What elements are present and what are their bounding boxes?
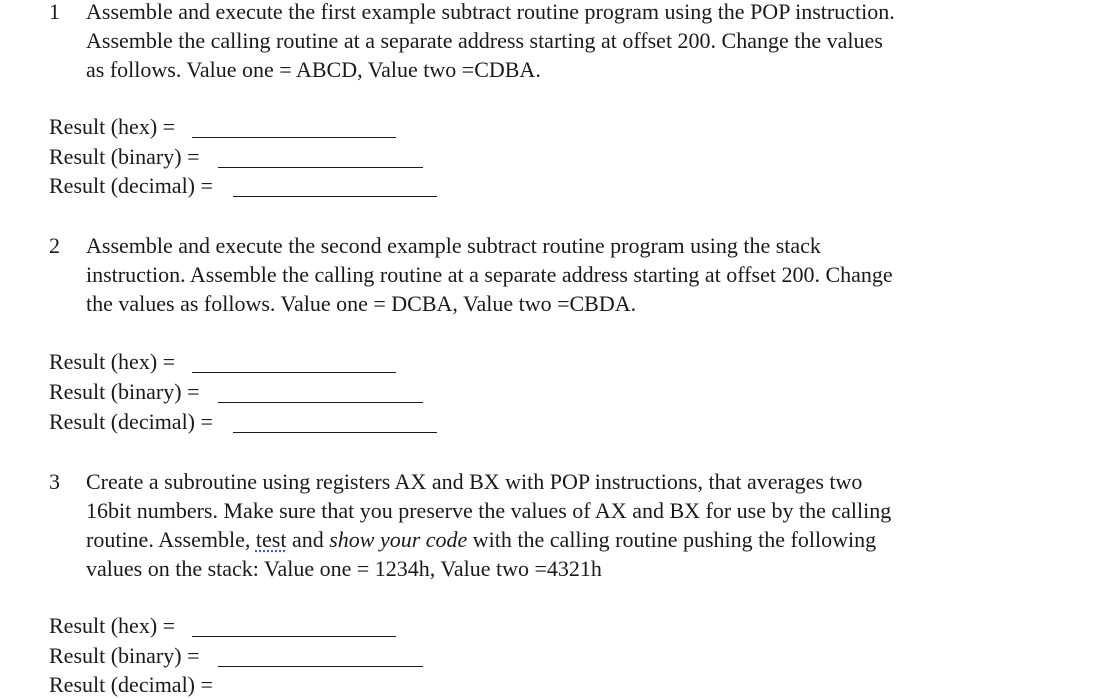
emphasis-text: show your code	[329, 527, 468, 552]
spellcheck-word: test	[255, 527, 287, 552]
result-binary-label: Result (binary) =	[49, 379, 200, 404]
result-decimal-label: Result (decimal) =	[49, 672, 213, 697]
question-line: instruction. Assemble the calling routine at a separate address starting at offset 200. Change	[86, 262, 893, 287]
question-line: the values as follows. Value one = DCBA, Value two =CBDA.	[86, 291, 637, 316]
question-number: 3	[49, 469, 60, 494]
question-text	[86, 231, 1086, 318]
result-binary-label: Result (binary) =	[49, 144, 200, 169]
result-hex-label: Result (hex) =	[49, 114, 176, 139]
question-number: 2	[49, 233, 60, 258]
result-decimal-label: Result (decimal) =	[49, 409, 213, 434]
question-line: 16bit numbers. Make sure that you preserve the values of AX and BX for use by the calling	[86, 498, 892, 523]
result-hex-blank	[192, 372, 396, 373]
question-line: Assemble the calling routine at a separate address starting at offset 200. Change the values	[86, 28, 883, 53]
result-hex-blank	[192, 636, 396, 637]
question-line: Assemble and execute the first example subtract routine program using the POP instruction.	[86, 0, 895, 24]
line-text: and	[286, 527, 330, 552]
question-line	[86, 525, 1086, 554]
result-hex-blank	[192, 137, 396, 138]
question-line: as follows. Value one = ABCD, Value two =CDBA.	[86, 57, 541, 82]
result-binary-blank	[218, 402, 423, 403]
result-hex-label: Result (hex) =	[49, 613, 176, 638]
result-decimal-blank	[233, 432, 437, 433]
question-text	[86, 467, 1086, 583]
result-decimal-label: Result (decimal) =	[49, 173, 213, 198]
result-binary-blank	[218, 666, 423, 667]
result-hex-label: Result (hex) =	[49, 349, 176, 374]
question-text	[86, 0, 1086, 84]
question-number: 1	[49, 0, 60, 24]
result-binary-label: Result (binary) =	[49, 643, 200, 668]
question-line: Assemble and execute the second example subtract routine program using the stack	[86, 233, 821, 258]
question-line: values on the stack: Value one = 1234h, Value two =4321h	[86, 556, 602, 581]
line-text: routine. Assemble,	[86, 527, 256, 552]
result-decimal-blank	[233, 196, 437, 197]
result-binary-blank	[218, 167, 423, 168]
question-line: Create a subroutine using registers AX and BX with POP instructions, that averages two	[86, 469, 863, 494]
line-text: with the calling routine pushing the following	[467, 527, 877, 552]
